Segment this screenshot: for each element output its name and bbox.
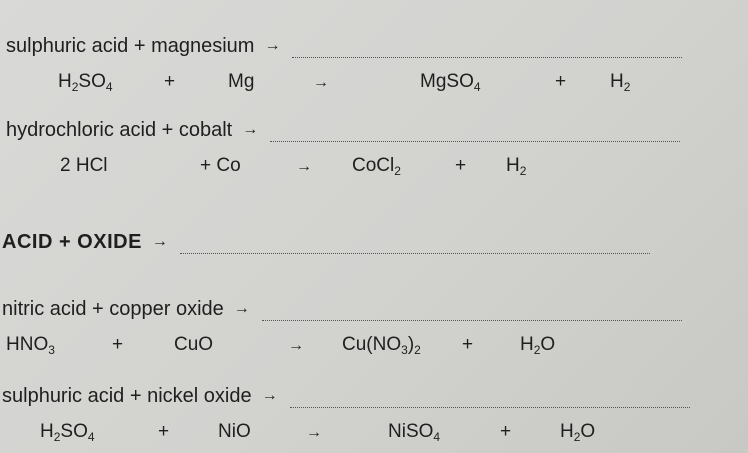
formula-cu-no3-2: $Cu(NO_3)_2$ [342, 334, 421, 357]
arrow-icon: → [288, 337, 304, 354]
formula-mgso4: MgSO$_4$ [420, 71, 481, 94]
arrow-icon: → [261, 387, 278, 404]
section-heading [2, 230, 650, 254]
formula-h2o: $H_2O$ [560, 421, 596, 444]
plus-sign: + [455, 155, 467, 176]
plus-sign: + [158, 421, 170, 442]
formula-niso4: NiSO$_4$ [388, 421, 441, 444]
plus-co: + Co [200, 155, 241, 176]
word-equation-text: sulphuric acid + magnesium [6, 35, 255, 57]
arrow-icon: → [242, 121, 259, 138]
word-equation-2 [6, 118, 680, 142]
arrow-icon: → [233, 300, 250, 317]
heading-text: ACID + OXIDE [2, 231, 142, 253]
arrow-icon: → [313, 74, 329, 91]
plus-sign: + [164, 71, 176, 92]
plus-sign: + [555, 71, 567, 92]
formula-mg: Mg [228, 71, 255, 92]
word-equation-4 [2, 384, 690, 408]
formula-2hcl: 2 HCl [60, 155, 108, 176]
word-equation-text: hydrochloric acid + cobalt [6, 119, 233, 141]
arrow-icon: → [296, 158, 312, 175]
plus-sign: + [500, 421, 512, 442]
arrow-icon: → [151, 233, 169, 250]
answer-blank [270, 127, 680, 142]
arrow-icon: → [306, 424, 322, 441]
formula-h2: $H_2$ [610, 71, 631, 94]
plus-sign: + [112, 334, 124, 355]
answer-blank [290, 393, 690, 408]
word-equation-text: nitric acid + copper oxide [2, 298, 224, 320]
word-equation-1 [6, 34, 682, 58]
word-equation-text: sulphuric acid + nickel oxide [2, 385, 252, 407]
answer-blank [180, 239, 650, 254]
formula-nio: NiO [218, 421, 251, 442]
arrow-icon: → [264, 37, 281, 54]
formula-h2o: $H_2O$ [520, 334, 556, 357]
plus-sign: + [462, 334, 474, 355]
formula-cocl2: CoCl$_2$ [352, 155, 401, 178]
formula-h2so4: $H_2SO_4$ [58, 71, 113, 94]
answer-blank [292, 43, 682, 58]
word-equation-3 [2, 297, 682, 321]
formula-h2: $H_2$ [506, 155, 527, 178]
formula-h2so4: $H_2SO_4$ [40, 421, 95, 444]
answer-blank [262, 306, 682, 321]
formula-cuo: CuO [174, 334, 214, 355]
formula-hno3: $HNO_3$ [6, 334, 55, 357]
